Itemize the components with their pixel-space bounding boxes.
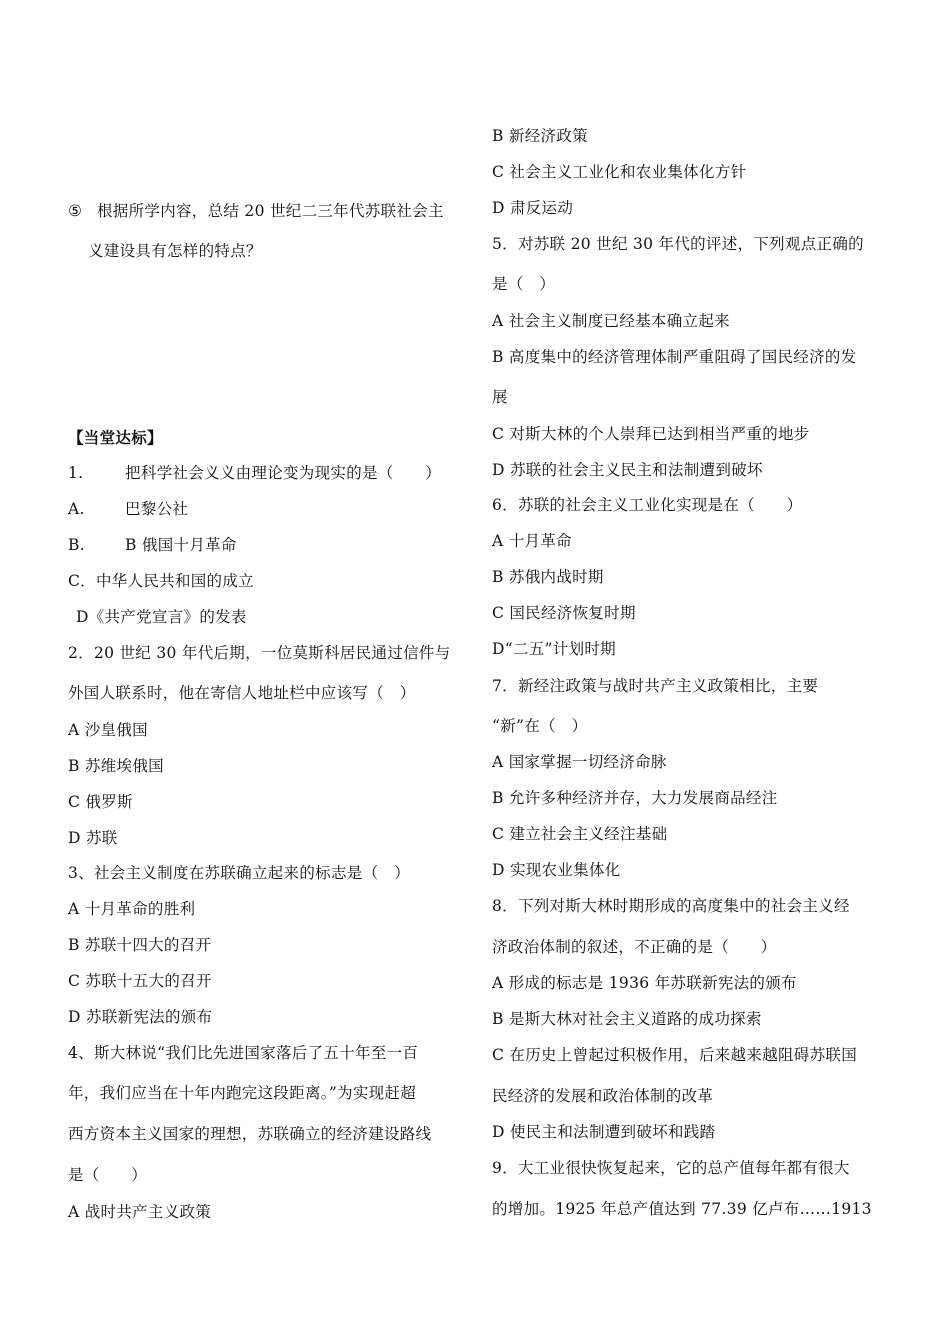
question-3-option-d: D 苏联新宪法的颁布 [68,1008,213,1026]
question-3-line1: 3、社会主义制度在苏联确立起来的标志是（ ） [68,864,410,882]
question-1-option-d: D《共产党宣言》的发表 [76,608,247,626]
question-1-option-c: C．中华人民共和国的成立 [68,572,254,590]
question-5-option-d: D 苏联的社会主义民主和法制遭到破坏 [492,461,763,479]
question-1-option-b: B 俄国十月革命 [125,536,237,554]
question-8-option-a: A 形成的标志是 1936 年苏联新宪法的颁布 [492,974,797,992]
circled-number-5: ⑤ [68,202,83,220]
question-5-text-line1: 根据所学内容，总结 20 世纪二三年代苏联社会主 [97,202,444,220]
question-1-option-a: 巴黎公社 [125,500,189,518]
question-6-option-a: A 十月革命 [492,532,572,550]
question-5-option-b-line2: 展 [492,388,508,406]
question-2-option-a: A 沙皇俄国 [68,721,148,739]
question-2-line1: 2．20 世纪 30 年代后期，一位莫斯科居民通过信件与 [68,644,451,662]
question-4-option-a: A 战时共产主义政策 [68,1203,212,1221]
question-8-line2: 济政治体制的叙述，不正确的是（ ） [492,938,777,956]
section-title: 【当堂达标】 [68,428,163,447]
question-3-option-c: C 苏联十五大的召开 [68,972,212,990]
question-9-line1: 9．大工业很快恢复起来，它的总产值每年都有很大 [492,1159,850,1177]
question-2-option-b: B 苏维埃俄国 [68,757,164,775]
question-6-line1: 6．苏联的社会主义工业化实现是在（ ） [492,496,803,514]
question-2-line2: 外国人联系时，他在寄信人地址栏中应该写（ ） [68,684,416,702]
question-5-option-b-line1: B 高度集中的经济管理体制严重阻碍了国民经济的发 [492,348,857,366]
question-8-option-b: B 是斯大林对社会主义道路的成功探索 [492,1010,762,1028]
question-8-option-c-line1: C 在历史上曾起过积极作用，后来越来越阻碍苏联国 [492,1046,857,1064]
question-5-line1: 5．对苏联 20 世纪 30 年代的评述，下列观点正确的 [492,235,864,253]
question-6-option-c: C 国民经济恢复时期 [492,604,636,622]
question-4-line3: 西方资本主义国家的理想，苏联确立的经济建设路线 [68,1125,432,1143]
question-6-option-b: B 苏俄内战时期 [492,568,604,586]
question-3-option-b: B 苏联十四大的召开 [68,936,212,954]
question-5-option-c: C 对斯大林的个人崇拜已达到相当严重的地步 [492,425,810,443]
question-5-option-a: A 社会主义制度已经基本确立起来 [492,312,730,330]
question-4-line2: 年，我们应当在十年内跑完这段距离。”为实现赶超 [68,1084,417,1102]
question-4-line4: 是（ ） [68,1166,148,1184]
question-7-line2: “新”在（ ） [492,717,588,735]
question-6-option-d: D“二五”计划时期 [492,640,616,658]
question-7-option-c: C 建立社会主义经注基础 [492,825,668,843]
question-9-line2: 的增加。1925 年总产值达到 77.39 亿卢布……1913 [492,1200,872,1218]
question-2-option-c: C 俄罗斯 [68,793,133,811]
question-7-option-d: D 实现农业集体化 [492,861,621,879]
question-2-option-d: D 苏联 [68,829,118,847]
question-1-stem: 把科学社会义义由理论变为现实的是（ ） [125,464,442,482]
question-7-option-b: B 允许多种经济并存，大力发展商品经注 [492,789,778,807]
question-8-line1: 8．下列对斯大林时期形成的高度集中的社会主义经 [492,897,850,915]
question-4-option-b: B 新经济政策 [492,127,588,145]
question-8-option-d: D 使民主和法制遭到破坏和践踏 [492,1123,716,1141]
question-5-line2: 是（ ） [492,275,556,293]
question-7-line1: 7．新经注政策与战时共产主义政策相比，主要 [492,677,819,695]
question-8-option-c-line2: 民经济的发展和政治体制的改革 [492,1087,714,1105]
question-7-option-a: A 国家掌握一切经济命脉 [492,753,667,771]
question-4-line1: 4、斯大林说“我们比先进国家落后了五十年至一百 [68,1044,419,1062]
question-5-text-line2: 义建设具有怎样的特点？ [88,242,262,260]
question-4-option-c: C 社会主义工业化和农业集体化方针 [492,163,747,181]
question-1-number: 1. [68,464,84,482]
question-1-option-b-label: B. [68,536,85,554]
question-1-option-a-label: A. [68,500,85,518]
question-4-option-d: D 肃反运动 [492,199,574,217]
question-3-option-a: A 十月革命的胜利 [68,900,196,918]
